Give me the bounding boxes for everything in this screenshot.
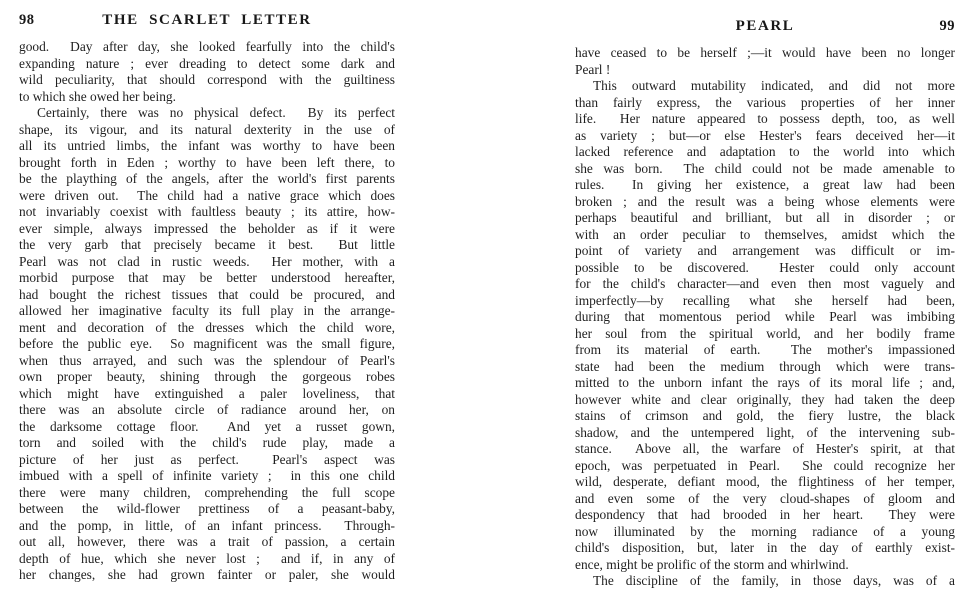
paragraph: [19, 105, 395, 584]
text-line: there were many children, comprehending the full scope: [19, 484, 395, 500]
text-line: be the plaything of the angels, after the world's first parents: [19, 171, 395, 186]
text-line: now illuminated by the morning radiance of a young: [575, 523, 955, 539]
text-line: child's disposition, but, later in the day of earthly exist-: [575, 540, 955, 555]
text-line: and the pomp, in little, of an infant princess. Through-: [19, 517, 395, 533]
text-line: all its untried limbs, the infant was worthy to have been: [19, 138, 395, 153]
text-line: to which she owed her being.: [19, 88, 176, 104]
text-line: were driven out. The child had a native grace which does: [19, 187, 395, 203]
right-page-body: [575, 45, 955, 590]
text-line: rules. In giving her existence, a great law had been: [575, 177, 955, 192]
text-line: picture of her just as perfect. Pearl's aspect was: [19, 451, 395, 467]
text-line: morbid purpose that may be better understood hereafter,: [19, 270, 395, 285]
text-line: broken ; and the result was a being whose elements were: [575, 193, 955, 209]
text-line: allowed her imaginative faculty its full play in the arrange-: [19, 303, 395, 318]
text-line: Certainly, there was no physical defect. By its perfect: [37, 105, 395, 120]
text-line: torn and soiled with the child's rude play, made a: [19, 435, 395, 450]
text-line: and even some of the very cloud-shapes of gloom and: [575, 490, 955, 506]
text-line: however white and clear originally, they had taken the deep: [575, 391, 955, 407]
text-line: as variety ; but—or else Hester's fears deceived her—it: [575, 127, 955, 143]
text-line: good. Day after day, she looked fearfully into the child's: [19, 39, 395, 54]
running-title-right: PEARL: [735, 18, 795, 34]
paragraph: [575, 573, 955, 590]
text-line: the darksome cottage floor. And yet a russet gown,: [19, 418, 395, 434]
text-line: despondency that had brooded in her heart. They were: [575, 507, 955, 522]
text-line: wild, desperate, defiant mood, the flightiness of her temper,: [575, 474, 955, 489]
text-line: before the public eye. So magnificent was the small figure,: [19, 336, 395, 351]
text-line: out all, however, there was a trait of passion, a certain: [19, 534, 395, 549]
left-page-header: [19, 12, 395, 28]
text-line: mitted to the unborn infant the rays of its moral life ; and,: [575, 375, 955, 390]
text-line: during that momentous period while Pearl was imbibing: [575, 309, 955, 324]
text-line: from its material of earth. The mother's impassioned: [575, 342, 955, 357]
text-line: than fairly express, the various properties of her inner: [575, 94, 955, 110]
text-line: imperfectly—by recalling what she herself had been,: [575, 292, 955, 308]
text-line: lacked reference and adaptation to the world into which: [575, 144, 955, 159]
text-line: the very garb that precisely became it best. But little: [19, 237, 395, 252]
text-line: for the child's character—and even then most vaguely and: [575, 276, 955, 291]
text-line: The discipline of the family, in those days, was of a: [593, 573, 955, 588]
running-title-left: THE SCARLET LETTER: [102, 12, 312, 28]
page-number-right: 99: [939, 18, 955, 34]
text-line: her soul from the spiritual world, and her bodily frame: [575, 325, 955, 341]
paragraph: [19, 39, 395, 105]
text-line: possible to be discovered. Hester could only account: [575, 259, 955, 275]
text-line: shadow, and the untempered light, of the intervening sub-: [575, 424, 955, 440]
text-line: ment and decoration of the dresses which the child wore,: [19, 319, 395, 335]
text-line: life. Her nature appeared to possess depth, too, as well: [575, 111, 955, 126]
left-page-body: [19, 39, 395, 584]
text-line: imbued with a spell of infinite variety ; in this one child: [19, 468, 395, 483]
left-page: [19, 12, 395, 584]
text-line: wild peculiarity, that should correspond with the guiltiness: [19, 72, 395, 87]
text-line: had bought the richest tissues that could be procured, and: [19, 286, 395, 302]
text-line: between the wild-flower prettiness of a peasant-baby,: [19, 501, 395, 516]
text-line: point of variety and arrangement was difficult or im-: [575, 243, 955, 258]
text-line: when thus arrayed, and such was the splendour of Pearl's: [19, 352, 395, 368]
right-page-header: [575, 18, 955, 34]
text-line: stains of crimson and gold, the fiery lustre, the black: [575, 408, 955, 423]
text-line: which might have extinguished a paler loveliness, that: [19, 385, 395, 401]
text-line: perhaps beautiful and brilliant, but all in disorder ; or: [575, 210, 955, 225]
text-line: This outward mutability indicated, and did not more: [593, 78, 955, 93]
paragraph: [575, 78, 955, 573]
text-line: Pearl !: [575, 61, 611, 77]
text-line: there was an absolute circle of radiance around her, on: [19, 402, 395, 417]
text-line: shape, its vigour, and its natural dexterity in the use of: [19, 121, 395, 137]
text-line: stance. Above all, the warfare of Hester's spirit, at that: [575, 441, 955, 456]
text-line: depth of hue, which she never lost ; and if, in any of: [19, 550, 395, 566]
text-line: not invariably coexist with faultless beauty ; its attire, how-: [19, 204, 395, 219]
text-line: own proper beauty, shining through the gorgeous robes: [19, 369, 395, 384]
text-line: have ceased to be herself ;—it would have been no longer: [575, 45, 955, 60]
text-line: epoch, was perpetuated in Pearl. She could recognize her: [575, 457, 955, 473]
text-line: expanding nature ; ever dreading to detect some dark and: [19, 55, 395, 71]
text-line: with an order peculiar to themselves, amidst which the: [575, 226, 955, 242]
page-number-left: 98: [19, 12, 35, 28]
text-line: she was born. The child could not be made amenable to: [575, 160, 955, 176]
paragraph: [575, 45, 955, 78]
text-line: her changes, she had grown fainter or paler, she would: [19, 567, 395, 582]
text-line: state had been the medium through which were trans-: [575, 358, 955, 374]
text-line: brought forth in Eden ; worthy to have been left there, to: [19, 154, 395, 170]
text-line: ence, might be prolific of the storm and whirlwind.: [575, 556, 849, 572]
text-line: ever simple, always impressed the beholder as if it were: [19, 220, 395, 236]
text-line: Pearl was not clad in rustic weeds. Her mother, with a: [19, 253, 395, 269]
right-page: [575, 18, 955, 590]
